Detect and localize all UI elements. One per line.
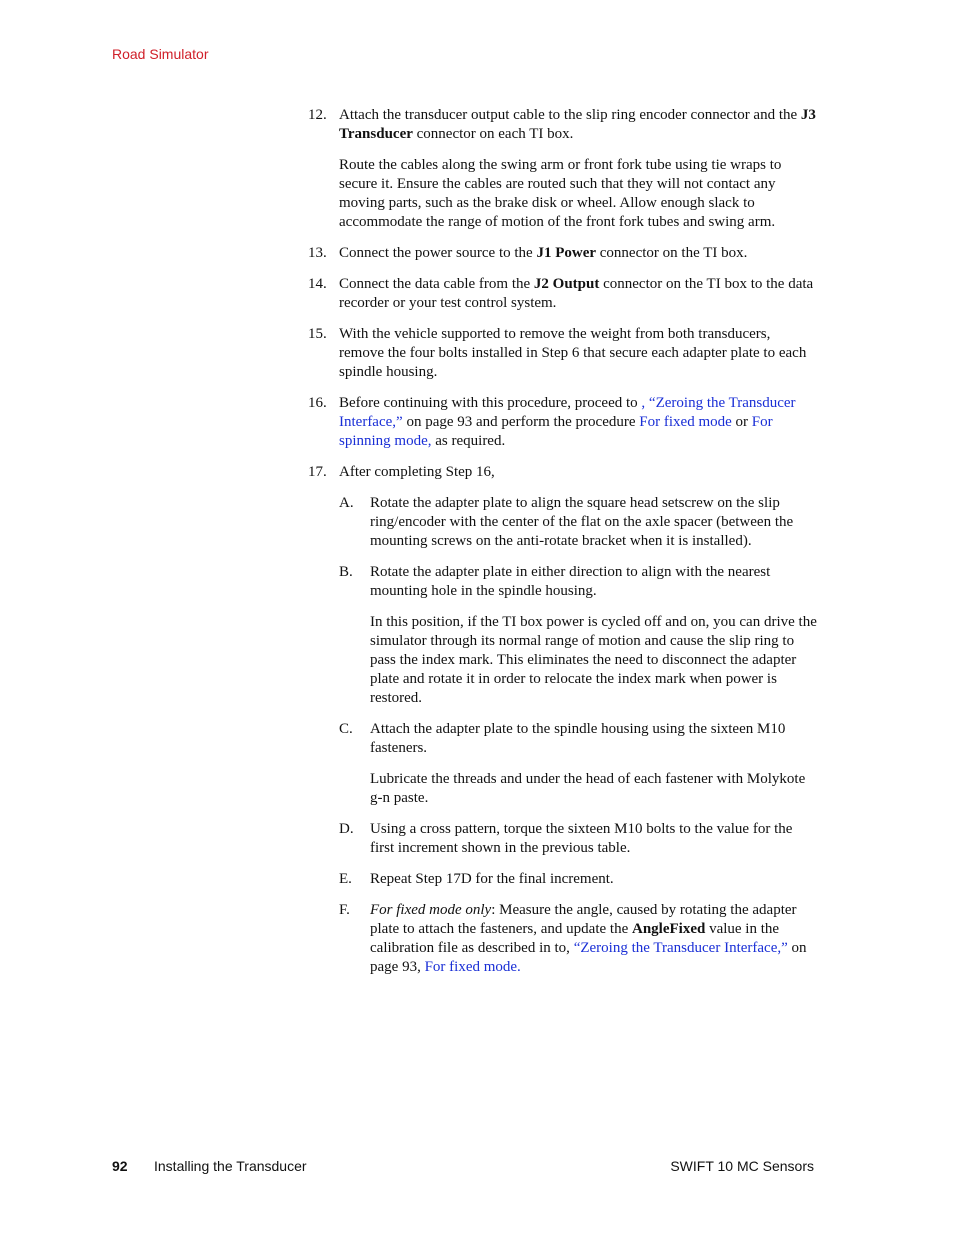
substep-letter: E. (339, 871, 352, 887)
parameter-name: AngleFixed (631, 921, 706, 937)
text-run: connector on each TI box. (412, 126, 574, 142)
text-run: : Measure the angle, caused by rotating the adapter plate to attach the fasteners, and update the (370, 902, 797, 937)
substep-e (339, 870, 818, 889)
zeroing-transducer-link[interactable]: , “Zeroing the Transducer Interface,” (339, 395, 796, 430)
step-12 (308, 106, 818, 232)
step-number: 12. (308, 107, 327, 123)
substep-note: Lubricate the threads and under the head of each fastener with Molykote g-n paste. (370, 771, 806, 806)
step-number: 14. (308, 276, 327, 292)
substep-text: Using a cross pattern, torque the sixteen M10 bolts to the value for the first increment shown in the previous table. (370, 821, 793, 856)
step-15 (308, 325, 818, 382)
connector-name: J1 Power (536, 245, 597, 261)
emphasis-text: For fixed mode only (370, 902, 492, 918)
text-run: on page 93 and perform the procedure (402, 414, 640, 430)
step-number: 15. (308, 326, 327, 342)
substep-letter: B. (339, 564, 353, 580)
text-run: on page 93, (370, 940, 807, 975)
footer-product-name: SWIFT 10 MC Sensors (670, 1158, 814, 1174)
step-17 (308, 463, 818, 977)
substep-text: Attach the adapter plate to the spindle housing using the sixteen M10 fasteners. (370, 721, 786, 756)
running-header: Road Simulator (112, 46, 209, 62)
fixed-mode-link[interactable]: For fixed mode. (424, 959, 521, 975)
connector-name: J3 Transducer (339, 107, 816, 142)
substep-text: Rotate the adapter plate in either direction to align with the nearest mounting hole in the spindle housing. (370, 564, 771, 599)
step-text (339, 394, 818, 451)
step-text: With the vehicle supported to remove the weight from both transducers, remove the four bolts installed in Step 6 that secure each adapter plate to each spindle housing. (339, 326, 807, 380)
substep-letter: F. (339, 902, 350, 918)
text-run: Connect the power source to the (339, 245, 537, 261)
procedure-steps (308, 106, 818, 989)
step-text: After completing Step 16, (339, 464, 495, 480)
text-run: Connect the data cable from the (339, 276, 534, 292)
substep-note: In this position, if the TI box power is cycled off and on, you can drive the simulator through its normal range of motion and cause the slip ring to pass the index mark. This eliminates the need to disconnect the adapter plate and rotate it in order to relocate the index mark when power is restored. (370, 614, 817, 706)
step-14 (308, 275, 818, 313)
substep-a (339, 494, 818, 551)
substep-text: Repeat Step 17D for the final increment. (370, 871, 614, 887)
substep-c (339, 720, 818, 808)
substep-text: Rotate the adapter plate to align the square head setscrew on the slip ring/encoder with the center of the flat on the axle spacer (between the mounting screws on the anti-rotate bracket when it is installed). (370, 495, 794, 549)
text-run: Attach the transducer output cable to the slip ring encoder connector and the (339, 107, 801, 123)
substep-f (339, 901, 818, 977)
fixed-mode-link[interactable]: For fixed mode (639, 414, 732, 430)
step-16 (308, 394, 818, 451)
step-number: 16. (308, 395, 327, 411)
step-number: 17. (308, 464, 327, 480)
substep-b (339, 563, 818, 708)
substep-letter: C. (339, 721, 353, 737)
step-13 (308, 244, 818, 263)
text-run: Before continuing with this procedure, proceed to (339, 395, 642, 411)
step-note: Route the cables along the swing arm or front fork tube using tie wraps to secure it. Ensure the cables are routed such that they will not contact any moving parts, such as the brake disk or wheel. Allow enough slack to accommodate the range of motion of the front fork tubes and swing arm. (339, 157, 782, 230)
zeroing-transducer-link[interactable]: “Zeroing the Transducer Interface,” (573, 940, 788, 956)
text-run: or (731, 414, 752, 430)
step-text (339, 106, 818, 144)
step-number: 13. (308, 245, 327, 261)
substep-list (339, 494, 818, 977)
page-number: 92 (112, 1158, 128, 1174)
text-run: connector on the TI box to the data recorder or your test control system. (339, 276, 814, 311)
text-run: as required. (431, 433, 506, 449)
connector-name: J2 Output (533, 276, 600, 292)
spinning-mode-link[interactable]: For spinning mode, (339, 414, 773, 449)
substep-letter: D. (339, 821, 354, 837)
text-run: value in the calibration file as described in to, (370, 921, 780, 956)
text-run: connector on the TI box. (596, 245, 748, 261)
footer-section-title: Installing the Transducer (154, 1158, 307, 1174)
substep-letter: A. (339, 495, 354, 511)
step-text (339, 275, 818, 313)
step-text (339, 244, 818, 263)
substep-text (370, 901, 818, 977)
substep-d (339, 820, 818, 858)
